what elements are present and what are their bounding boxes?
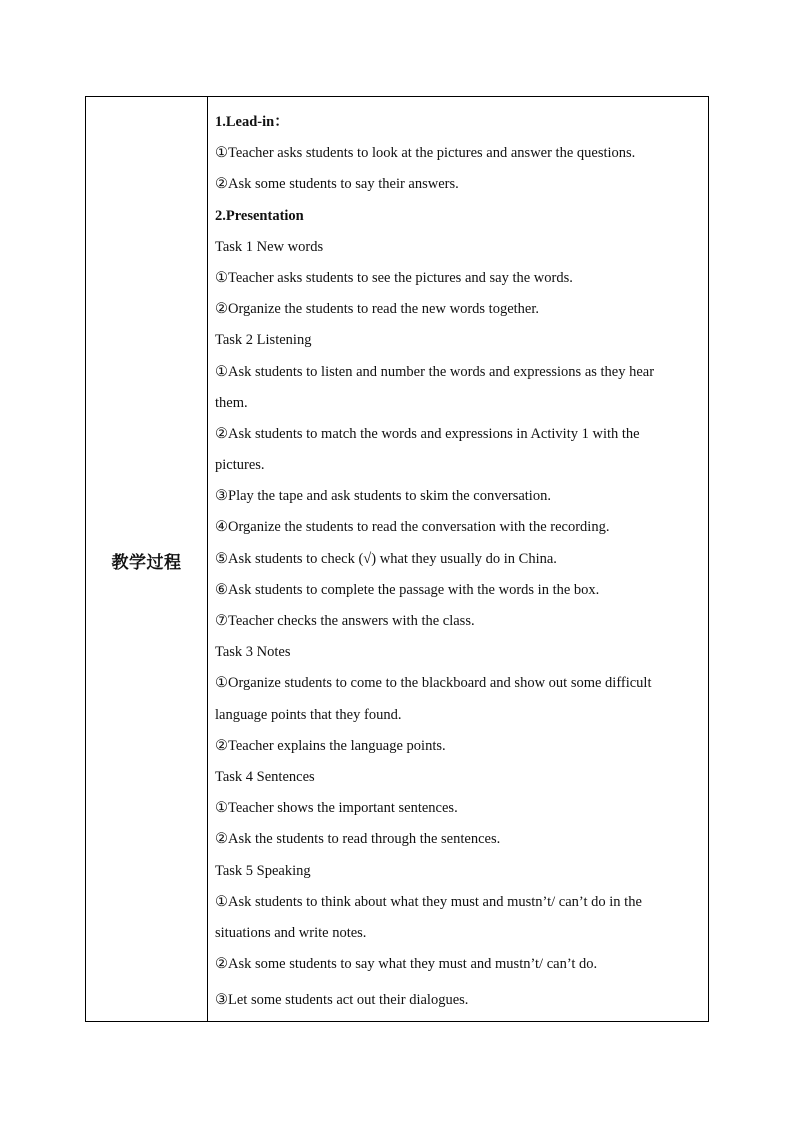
- content-line: ①Teacher shows the important sentences.: [215, 800, 458, 817]
- content-line: them.: [215, 394, 248, 411]
- content-line: Task 1 New words: [215, 238, 324, 255]
- content-line: ⑥Ask students to complete the passage with the words in the box.: [215, 581, 600, 598]
- content-line: Task 5 Speaking: [215, 862, 311, 879]
- content-line: ⑦Teacher checks the answers with the class.: [215, 613, 475, 629]
- content-line: Task 2 Listening: [215, 332, 312, 349]
- section-heading: 1.Lead-in：: [215, 114, 289, 130]
- content-line: ③Let some students act out their dialogues.: [215, 992, 469, 1009]
- content-line: ①Teacher asks students to look at the pictures and answer the questions.: [215, 145, 636, 162]
- content-line: Task 3 Notes: [215, 644, 291, 661]
- content-line: ①Ask students to think about what they must and mustn’t/ can’t do in the: [215, 893, 642, 910]
- content-line: ①Ask students to listen and number the words and expressions as they hear: [215, 363, 655, 380]
- content-line: ②Teacher explains the language points.: [215, 737, 446, 754]
- content-line: ②Organize the students to read the new words together.: [215, 301, 539, 318]
- content-line: Task 4 Sentences: [215, 768, 315, 785]
- content-line: ③Play the tape and ask students to skim the conversation.: [215, 488, 551, 505]
- content-line: ①Teacher asks students to see the pictures and say the words.: [215, 269, 573, 286]
- section-heading: 2.Presentation: [215, 207, 304, 224]
- content-line: pictures.: [215, 457, 265, 474]
- content-line: ①Organize students to come to the blackboard and show out some difficult: [215, 675, 652, 692]
- content-line: ⑤Ask students to check (√) what they usually do in China.: [215, 550, 557, 567]
- teaching-process-content: [208, 97, 708, 1021]
- section-label: 教学过程: [111, 552, 182, 573]
- section-label-cell: [86, 97, 208, 1021]
- content-line: language points that they found.: [215, 706, 402, 723]
- content-line: ②Ask some students to say what they must and mustn’t/ can’t do.: [215, 956, 598, 973]
- content-line: ②Ask students to match the words and expressions in Activity 1 with the: [215, 425, 640, 442]
- content-line: ②Ask the students to read through the sentences.: [215, 831, 501, 848]
- content-line: ②Ask some students to say their answers.: [215, 176, 459, 193]
- content-line: ④Organize the students to read the conversation with the recording.: [215, 519, 610, 536]
- content-line: situations and write notes.: [215, 924, 367, 941]
- lesson-plan-table: [85, 96, 709, 1022]
